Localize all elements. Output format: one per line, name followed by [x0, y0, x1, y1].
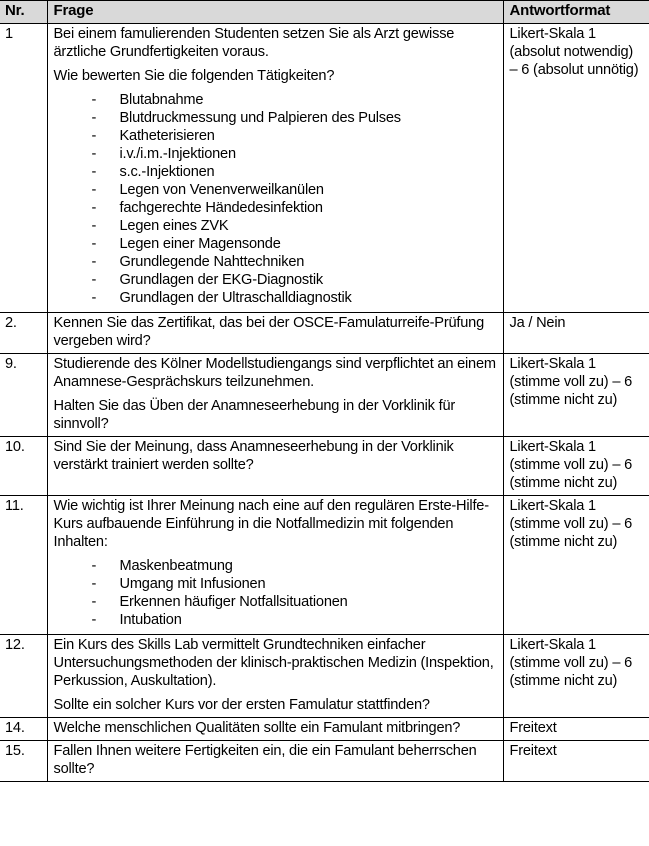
answer-format: Likert-Skala 1 (stimme voll zu) – 6 (stimme nicht zu) — [503, 496, 649, 635]
list-item — [92, 163, 497, 181]
list-item — [92, 199, 497, 217]
dash-bullet-icon: - — [91, 236, 97, 252]
list-item — [92, 271, 497, 289]
list-item — [92, 217, 497, 235]
list-item-text: i.v./i.m.-Injektionen — [119, 146, 236, 162]
list-item-text: Grundlegende Nahttechniken — [119, 254, 305, 270]
dash-bullet-icon: - — [91, 128, 97, 144]
list-item-text: Legen eines ZVK — [119, 218, 229, 234]
list-item — [92, 235, 497, 253]
answer-format: Freitext — [503, 741, 649, 782]
list-item — [92, 253, 497, 271]
list-item-text: Intubation — [119, 612, 182, 628]
question-text-cell — [47, 437, 503, 496]
question-text-cell — [47, 24, 503, 313]
dash-bullet-icon: - — [91, 290, 97, 306]
question-number: 9. — [0, 354, 47, 437]
question-paragraph: Fallen Ihnen weitere Fertigkeiten ein, die ein Famulant beherrschen sollte? — [53, 743, 477, 777]
table-header-row — [0, 1, 649, 24]
question-number: 14. — [0, 718, 47, 741]
table-body — [0, 24, 649, 782]
question-paragraph: Ein Kurs des Skills Lab vermittelt Grundtechniken einfacher Untersuchungsmethoden der klinisch-praktischen Medizin (Inspektion, Perkussion, Auskultation). — [53, 637, 494, 689]
answer-format: Likert-Skala 1 (stimme voll zu) – 6 (stimme nicht zu) — [503, 437, 649, 496]
dash-bullet-icon: - — [91, 146, 97, 162]
question-number: 11. — [0, 496, 47, 635]
list-item-text: Umgang mit Infusionen — [119, 576, 266, 592]
dash-bullet-icon: - — [91, 272, 97, 288]
dash-bullet-icon: - — [91, 558, 97, 574]
question-number: 1 — [0, 24, 47, 313]
list-item-text: Erkennen häufiger Notfallsituationen — [119, 594, 348, 610]
list-item — [92, 289, 497, 307]
list-item — [92, 557, 497, 575]
question-paragraph: Sollte ein solcher Kurs vor der ersten Famulatur stattfinden? — [53, 697, 430, 713]
table-row — [0, 635, 649, 718]
answer-format: Likert-Skala 1 (absolut notwendig) – 6 (absolut unnötig) — [503, 24, 649, 313]
list-item — [92, 91, 497, 109]
question-number: 12. — [0, 635, 47, 718]
table-row — [0, 718, 649, 741]
question-text-cell — [47, 635, 503, 718]
list-item-text: fachgerechte Händedesinfektion — [119, 200, 323, 216]
answer-format: Ja / Nein — [503, 313, 649, 354]
dash-bullet-icon: - — [91, 594, 97, 610]
item-list — [54, 557, 497, 629]
table-row — [0, 354, 649, 437]
header-antwortformat: Antwortformat — [503, 1, 649, 24]
list-item — [92, 181, 497, 199]
question-paragraph: Studierende des Kölner Modellstudiengangs sind verpflichtet an einem Anamnese-Gesprächskurs teilzunehmen. — [53, 356, 496, 390]
list-item-text: Maskenbeatmung — [119, 558, 233, 574]
question-number: 2. — [0, 313, 47, 354]
dash-bullet-icon: - — [91, 164, 97, 180]
question-paragraph: Halten Sie das Üben der Anamneseerhebung in der Vorklinik für sinnvoll? — [53, 398, 456, 432]
list-item-text: Katheterisieren — [119, 128, 215, 144]
question-paragraph: Bei einem famulierenden Studenten setzen Sie als Arzt gewisse ärztliche Grundfertigkeiten voraus. — [53, 26, 455, 60]
dash-bullet-icon: - — [91, 200, 97, 216]
list-item-text: Grundlagen der EKG-Diagnostik — [119, 272, 323, 288]
question-text-cell — [47, 496, 503, 635]
question-paragraph: Welche menschlichen Qualitäten sollte ein Famulant mitbringen? — [53, 720, 461, 736]
list-item — [92, 593, 497, 611]
table-row — [0, 741, 649, 782]
answer-format: Likert-Skala 1 (stimme voll zu) – 6 (stimme nicht zu) — [503, 635, 649, 718]
dash-bullet-icon: - — [91, 92, 97, 108]
dash-bullet-icon: - — [91, 218, 97, 234]
answer-format: Freitext — [503, 718, 649, 741]
table-row — [0, 24, 649, 313]
question-number: 10. — [0, 437, 47, 496]
dash-bullet-icon: - — [91, 612, 97, 628]
list-item-text: Legen einer Magensonde — [119, 236, 281, 252]
list-item-text: s.c.-Injektionen — [119, 164, 215, 180]
question-paragraph: Wie wichtig ist Ihrer Meinung nach eine auf den regulären Erste-Hilfe-Kurs aufbauende Einführung in die Notfallmedizin mit folgenden Inhalten: — [53, 498, 489, 550]
dash-bullet-icon: - — [91, 254, 97, 270]
list-item — [92, 611, 497, 629]
dash-bullet-icon: - — [91, 182, 97, 198]
list-item-text: Blutdruckmessung und Palpieren des Pulses — [119, 110, 401, 126]
question-paragraph: Wie bewerten Sie die folgenden Tätigkeiten? — [53, 68, 335, 84]
list-item — [92, 109, 497, 127]
answer-format: Likert-Skala 1 (stimme voll zu) – 6 (stimme nicht zu) — [503, 354, 649, 437]
question-text-cell — [47, 313, 503, 354]
table-row — [0, 313, 649, 354]
item-list — [54, 91, 497, 307]
dash-bullet-icon: - — [91, 576, 97, 592]
question-text-cell — [47, 718, 503, 741]
list-item — [92, 127, 497, 145]
dash-bullet-icon: - — [91, 110, 97, 126]
question-number: 15. — [0, 741, 47, 782]
list-item-text: Legen von Venenverweilkanülen — [119, 182, 324, 198]
question-text-cell — [47, 354, 503, 437]
table-row — [0, 437, 649, 496]
question-paragraph: Sind Sie der Meinung, dass Anamneseerhebung in der Vorklinik verstärkt trainiert werden sollte? — [53, 439, 454, 473]
list-item — [92, 575, 497, 593]
list-item — [92, 145, 497, 163]
header-frage: Frage — [47, 1, 503, 24]
list-item-text: Grundlagen der Ultraschalldiagnostik — [119, 290, 352, 306]
question-paragraph: Kennen Sie das Zertifikat, das bei der OSCE-Famulaturreife-Prüfung vergeben wird? — [53, 315, 484, 349]
list-item-text: Blutabnahme — [119, 92, 204, 108]
header-nr: Nr. — [0, 1, 47, 24]
question-text-cell — [47, 741, 503, 782]
table-row — [0, 496, 649, 635]
